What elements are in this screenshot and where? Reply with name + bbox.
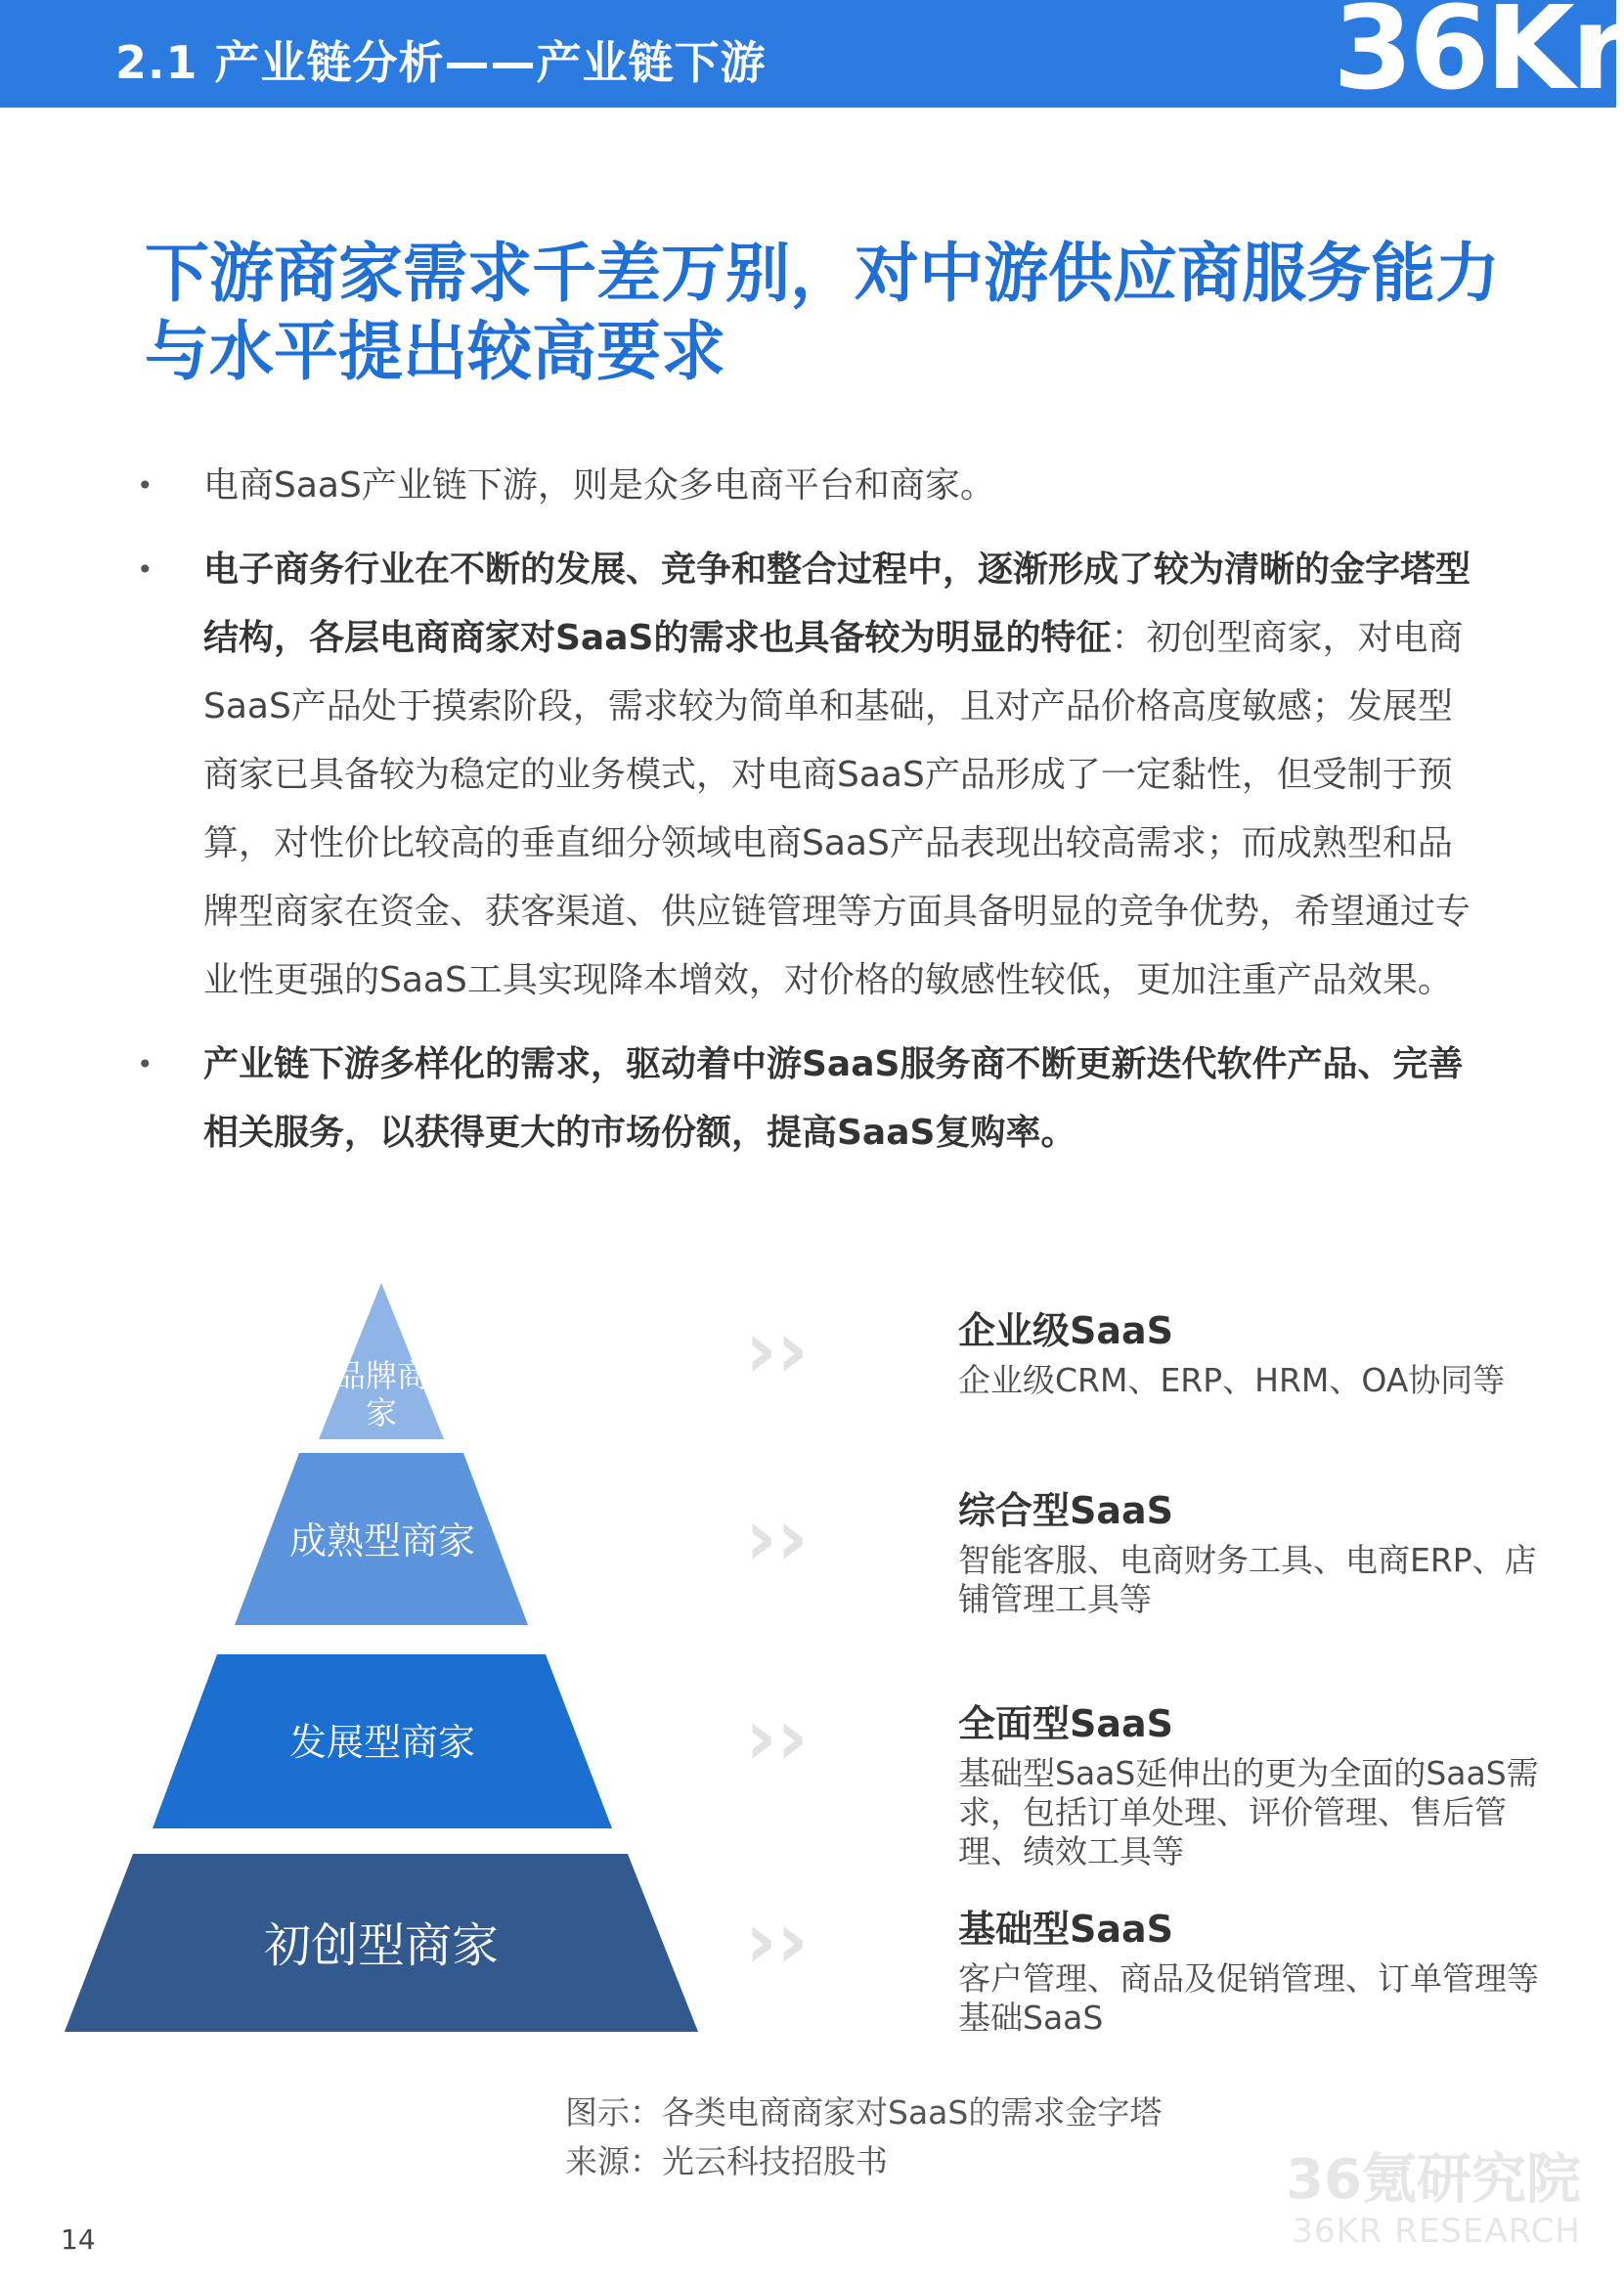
bullet-bold-text: 电子商务行业在不断的发展、竞争和整合过程中，逐渐形成了较为清晰的金字塔型结构，各层电商商家对SaaS的需求也具备较为明显的特征 bbox=[203, 550, 1471, 658]
chevron-right-icon: › › bbox=[745, 1492, 809, 1583]
saas-desc: 智能客服、电商财务工具、电商ERP、店铺管理工具等 bbox=[958, 1541, 1537, 1618]
bullet-item bbox=[137, 1031, 1486, 1167]
bullet-text: 电商SaaS产业链下游，则是众多电商平台和商家。 bbox=[203, 465, 995, 506]
header-bar bbox=[0, 0, 1624, 115]
watermark bbox=[1286, 2149, 1581, 2251]
bullet-item bbox=[137, 536, 1486, 1015]
saas-desc: 客户管理、商品及促销管理、订单管理等基础SaaS bbox=[958, 1959, 1539, 2037]
bullet-bold-text: 产业链下游多样化的需求，驱动着中游SaaS服务商不断更新迭代软件产品、完善相关服务，以获得更大的市场份额，提高SaaS复购率。 bbox=[203, 1044, 1464, 1153]
brand-logo bbox=[1333, 0, 1624, 115]
saas-title: 基础型SaaS bbox=[958, 1908, 1174, 1951]
figure-title: 图示：各类电商商家对SaaS的需求金字塔 bbox=[565, 2093, 1163, 2132]
bullet-dot-icon: • bbox=[137, 553, 154, 586]
chevron-right-icon: › › bbox=[745, 1692, 809, 1782]
watermark-line1: 36氪研究院 bbox=[1286, 2148, 1581, 2212]
saas-item-enterprise bbox=[958, 1306, 1564, 1400]
saas-desc: 企业级CRM、ERP、HRM、OA协同等 bbox=[958, 1361, 1506, 1399]
pyramid-label-mature: 成熟型商家 bbox=[288, 1519, 475, 1562]
saas-item-comprehensive bbox=[958, 1699, 1564, 1871]
section-title: 2.1 产业链分析——产业链下游 bbox=[115, 36, 767, 89]
bullet-text: ：初创型商家，对电商SaaS产品处于摸索阶段，需求较为简单和基础，且对产品价格高度敏感；发展型商家已具备较为稳定的业务模式，对电商SaaS产品形成了一定黏性，但受制于预算，对性价比较高的垂直细分领域电商SaaS产品表现出较高需求；而成熟型和品牌型商家在资金、获客渠道、供应链管理等方面具备明显的竞争优势，希望通过专业性更强的SaaS工具实现降本增效，对价格的敏感性较低，更加注重产品效果。 bbox=[203, 618, 1471, 1000]
saas-title: 全面型SaaS bbox=[958, 1702, 1174, 1745]
saas-item-integrated bbox=[958, 1486, 1564, 1619]
pyramid-label-startup: 初创型商家 bbox=[263, 1918, 499, 1973]
bullet-dot-icon: • bbox=[137, 1048, 154, 1080]
logo-text: 36Kr bbox=[1333, 0, 1624, 115]
bullet-list bbox=[137, 452, 1486, 1183]
bullet-dot-icon: • bbox=[137, 469, 154, 502]
saas-item-basic bbox=[958, 1905, 1564, 2038]
chevron-right-icon: › › bbox=[745, 1895, 809, 1986]
pyramid-label-brand: 品牌商家 bbox=[334, 1357, 429, 1431]
saas-desc: 基础型SaaS延伸出的更为全面的SaaS需求，包括订单处理、评价管理、售后管理、绩效工具等 bbox=[958, 1754, 1539, 1870]
figure-source: 来源：光云科技招股书 bbox=[565, 2142, 888, 2180]
saas-title: 企业级SaaS bbox=[958, 1309, 1174, 1352]
chevron-right-icon: › › bbox=[745, 1304, 809, 1395]
watermark-line2: 36KR RESEARCH bbox=[1292, 2212, 1581, 2251]
saas-title: 综合型SaaS bbox=[958, 1489, 1174, 1532]
page-headline: 下游商家需求千差万别，对中游供应商服务能力与水平提出较高要求 bbox=[145, 236, 1500, 389]
figure-caption bbox=[565, 2088, 1162, 2186]
page-number: 14 bbox=[61, 2223, 96, 2256]
demand-pyramid bbox=[65, 1283, 700, 2036]
pyramid-label-growth: 发展型商家 bbox=[288, 1721, 475, 1764]
bullet-item bbox=[137, 452, 1486, 520]
